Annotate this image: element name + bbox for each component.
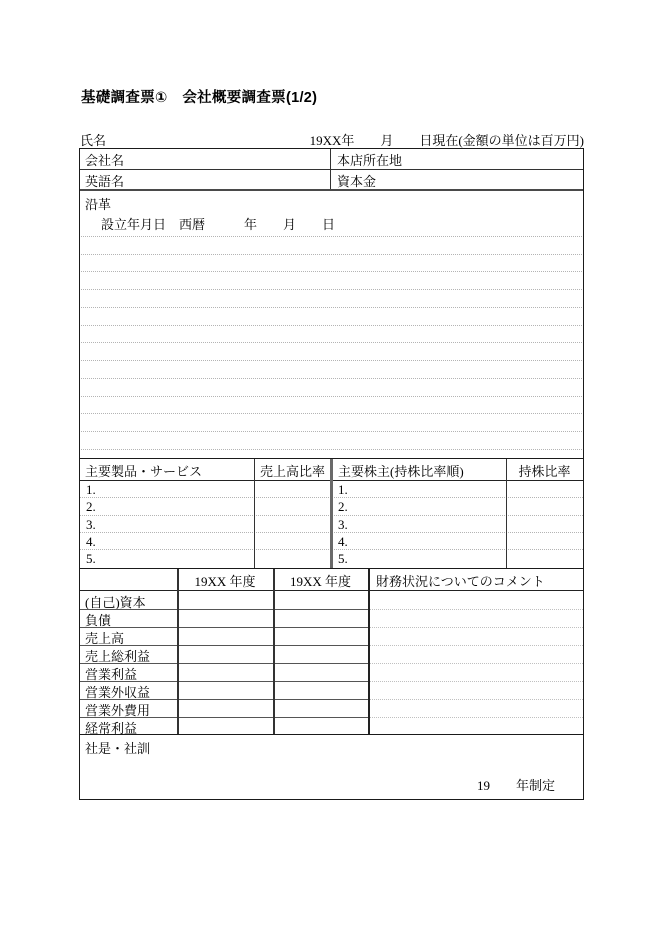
ruled-line (81, 379, 582, 397)
english-name-cell (80, 170, 331, 189)
financial-comment-header: 財務状況についてのコメント (376, 574, 545, 589)
name-label: 氏名 (80, 133, 107, 148)
financial-row-label: (自己)資本 (85, 595, 146, 610)
ruled-line (81, 432, 582, 450)
comment-ruled-line (370, 717, 583, 718)
shareholder-row-number: 3. (338, 516, 348, 532)
table-row (80, 609, 583, 627)
column-divider (506, 459, 507, 568)
english-name-row (80, 170, 583, 191)
product-row-number: 4. (86, 533, 96, 549)
ruled-line (81, 343, 582, 361)
financial-row-label: 売上総利益 (85, 649, 151, 664)
ruled-line (81, 219, 582, 237)
page-title: 基礎調査票① 会社概要調査票(1/2) (81, 90, 318, 106)
product-row-number: 5. (86, 551, 96, 567)
shareholder-row-number: 4. (338, 533, 348, 549)
table-row (80, 699, 583, 717)
financials-header (80, 569, 583, 591)
financial-row-label: 経常利益 (85, 721, 138, 736)
capital-cell (331, 170, 583, 189)
history-ruled-lines (81, 219, 582, 450)
head-office-label: 本店所在地 (337, 153, 403, 168)
comment-ruled-line (370, 663, 583, 664)
financial-row-label: 営業利益 (85, 667, 138, 682)
products-shareholders-section (80, 459, 583, 569)
fiscal-year-1-header: 19XX 年度 (194, 574, 256, 589)
sales-ratio-header: 売上高比率 (259, 464, 325, 479)
comment-ruled-line (370, 609, 583, 610)
products-header: 主要製品・サービス (85, 464, 203, 479)
english-name-label: 英語名 (85, 174, 125, 189)
comment-ruled-line (370, 627, 583, 628)
financial-row-label: 営業外収益 (85, 685, 151, 700)
financial-row-label: 売上高 (85, 631, 125, 646)
product-row-number: 3. (86, 516, 96, 532)
shareholding-ratio-header: 持株比率 (518, 464, 571, 479)
establishment-date-line: 設立年月日 西暦 年 月 日 (101, 217, 336, 232)
history-section (80, 191, 583, 459)
ruled-line (81, 361, 582, 379)
company-name-row (80, 149, 583, 170)
shareholders-header: 主要株主(持株比率順) (338, 464, 464, 479)
product-row-number: 2. (86, 499, 96, 515)
motto-label: 社是・社訓 (85, 741, 151, 756)
ruled-line (81, 237, 582, 255)
ruled-line (81, 326, 582, 344)
product-row-number: 1. (86, 482, 96, 497)
comment-ruled-line (370, 699, 583, 700)
company-name-label: 会社名 (85, 153, 125, 168)
financials-section (80, 569, 583, 735)
ruled-line (81, 397, 582, 415)
capital-label: 資本金 (337, 174, 377, 189)
ruled-line (81, 255, 582, 273)
table-row (80, 663, 583, 681)
table-row (80, 681, 583, 699)
column-divider (273, 569, 275, 734)
history-label: 沿革 (85, 197, 112, 212)
motto-established-note: 19 年制定 (476, 778, 555, 793)
comment-ruled-line (370, 645, 583, 646)
ruled-line (81, 272, 582, 290)
head-office-cell (331, 149, 583, 169)
ruled-line (81, 414, 582, 432)
motto-section (80, 735, 583, 799)
comment-ruled-line (370, 681, 583, 682)
fiscal-year-2-header: 19XX 年度 (289, 574, 352, 589)
ruled-line (81, 308, 582, 326)
ruled-line (81, 290, 582, 308)
financial-row-label: 営業外費用 (85, 703, 151, 718)
meta-row (80, 130, 584, 149)
column-divider (254, 459, 255, 568)
column-divider (368, 569, 370, 734)
table-row (80, 717, 583, 735)
column-divider-thick (330, 459, 333, 568)
column-divider (177, 569, 179, 734)
date-line: 19XX年 月 日現在(金額の単位は百万円) (309, 133, 584, 148)
shareholder-row-number: 1. (338, 482, 348, 497)
table-row (80, 627, 583, 645)
table-row (80, 645, 583, 663)
table-row (80, 591, 583, 609)
form-table (79, 148, 584, 800)
shareholder-row-number: 2. (338, 499, 348, 515)
financial-row-label: 負債 (85, 613, 112, 628)
company-name-cell (80, 149, 331, 169)
shareholder-row-number: 5. (338, 551, 348, 567)
